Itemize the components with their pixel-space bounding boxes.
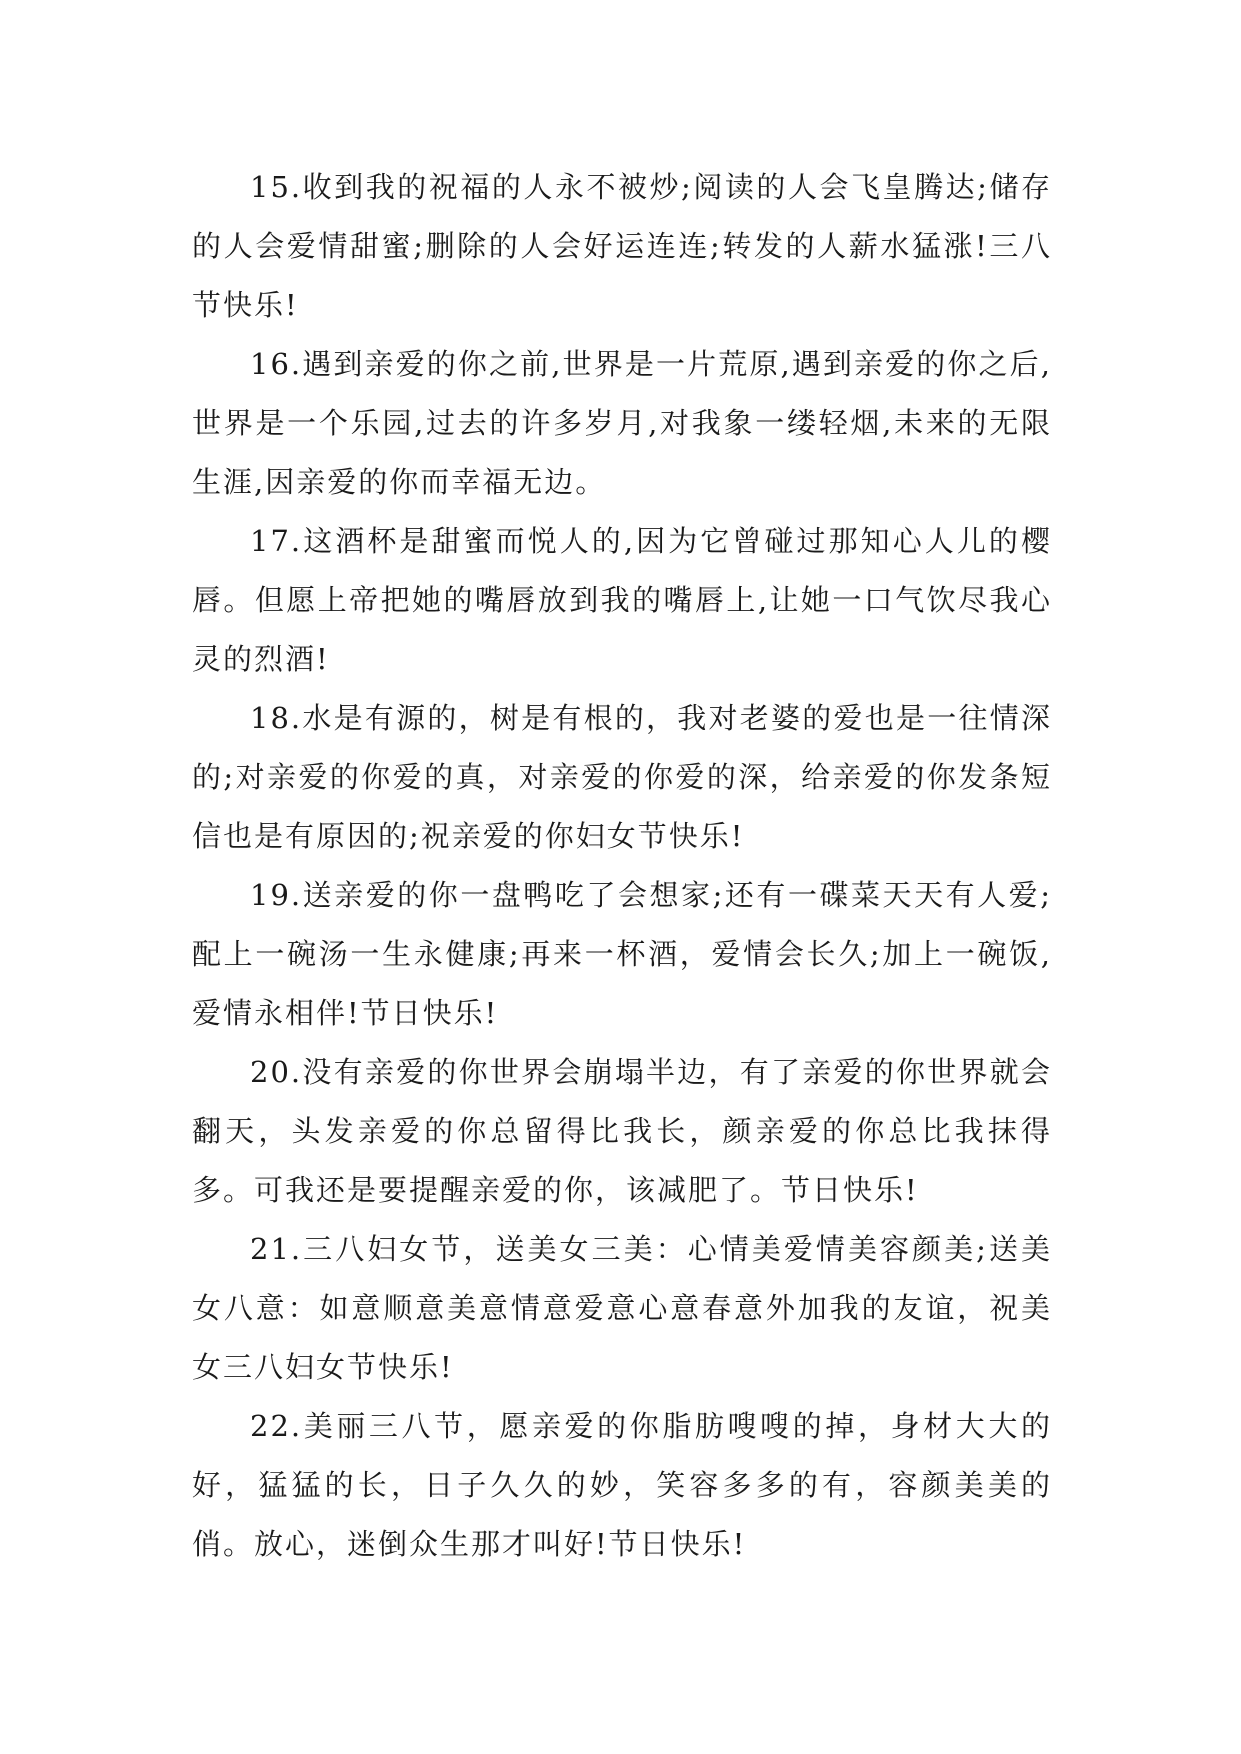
document-body <box>192 158 1052 1574</box>
paragraph-21: 21.三八妇女节，送美女三美：心情美爱情美容颜美;送美女八意：如意顺意美意情意爱意心意春意外加我的友谊，祝美女三八妇女节快乐! <box>192 1232 1052 1384</box>
paragraph-22: 22.美丽三八节，愿亲爱的你脂肪嗖嗖的掉，身材大大的好，猛猛的长，日子久久的妙，笑容多多的有，容颜美美的俏。放心，迷倒众生那才叫好!节日快乐! <box>192 1409 1052 1561</box>
paragraph-19: 19.送亲爱的你一盘鸭吃了会想家;还有一碟菜天天有人爱;配上一碗汤一生永健康;再来一杯酒，爱情会长久;加上一碗饭,爱情永相伴!节日快乐! <box>192 878 1052 1030</box>
paragraph-20: 20.没有亲爱的你世界会崩塌半边，有了亲爱的你世界就会翻天，头发亲爱的你总留得比我长，颜亲爱的你总比我抹得多。可我还是要提醒亲爱的你，该减肥了。节日快乐! <box>192 1055 1052 1207</box>
paragraph-17: 17.这酒杯是甜蜜而悦人的,因为它曾碰过那知心人儿的樱唇。但愿上帝把她的嘴唇放到我的嘴唇上,让她一口气饮尽我心灵的烈酒! <box>192 524 1052 676</box>
paragraph-15: 15.收到我的祝福的人永不被炒;阅读的人会飞皇腾达;储存的人会爱情甜蜜;删除的人会好运连连;转发的人薪水猛涨!三八节快乐! <box>192 170 1052 322</box>
paragraph-16: 16.遇到亲爱的你之前,世界是一片荒原,遇到亲爱的你之后,世界是一个乐园,过去的许多岁月,对我象一缕轻烟,未来的无限生涯,因亲爱的你而幸福无边。 <box>192 347 1052 499</box>
paragraph-18: 18.水是有源的，树是有根的，我对老婆的爱也是一往情深的;对亲爱的你爱的真，对亲爱的你爱的深，给亲爱的你发条短信也是有原因的;祝亲爱的你妇女节快乐! <box>192 701 1052 853</box>
